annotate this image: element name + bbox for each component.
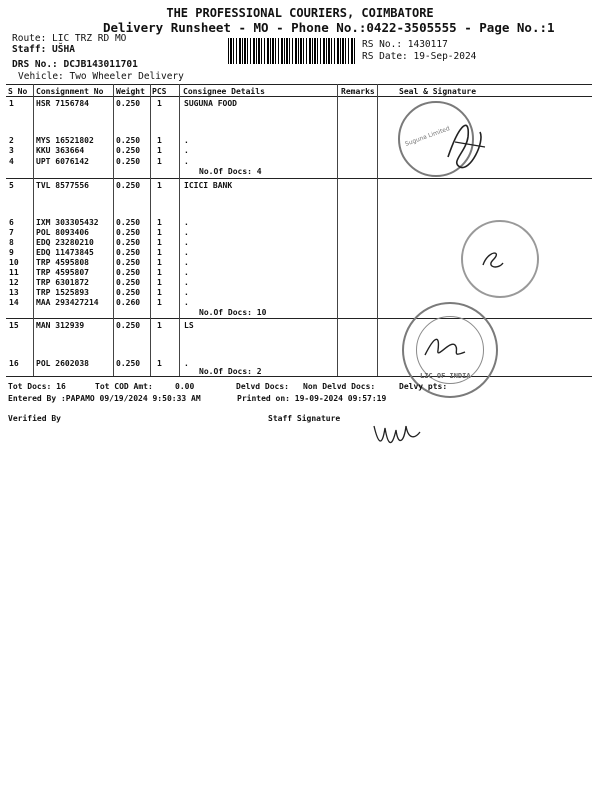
row-det: .	[184, 359, 189, 368]
row-cno: EDQ 11473845	[36, 248, 94, 257]
printed-on: Printed on: 19-09-2024 09:57:19	[237, 394, 387, 403]
row-pcs: 1	[157, 321, 162, 330]
row-pcs: 1	[157, 228, 162, 237]
row-pcs: 1	[157, 157, 162, 166]
row-sno: 1	[9, 99, 14, 108]
col-sno: S No	[8, 87, 28, 96]
row-sno: 8	[9, 238, 14, 247]
row-det: .	[184, 258, 189, 267]
row-pcs: 1	[157, 218, 162, 227]
col-consignee: Consignee Details	[183, 87, 265, 96]
row-sno: 5	[9, 181, 14, 190]
group1-doc-count: No.Of Docs: 4	[199, 167, 262, 176]
row-sno: 12	[9, 278, 19, 287]
row-sno: 2	[9, 136, 14, 145]
row-wt: 0.250	[116, 321, 141, 330]
row-cno: MAA 293427214	[36, 298, 99, 307]
total-cod-value: 0.00	[175, 382, 195, 391]
row-wt: 0.260	[116, 298, 141, 307]
row-cno: POL 8093406	[36, 228, 89, 237]
col-remarks: Remarks	[341, 87, 375, 96]
row-wt: 0.250	[116, 359, 141, 368]
lic-seal-text: LIC OF INDIA	[420, 372, 471, 380]
row-sno: 9	[9, 248, 14, 257]
col-consignment: Consignment No	[36, 87, 104, 96]
col-pcs: PCS	[152, 87, 167, 96]
row-sno: 3	[9, 146, 14, 155]
delivered-docs: Delvd Docs:	[236, 382, 289, 391]
row-wt: 0.250	[116, 288, 141, 297]
non-delivered-docs: Non Delvd Docs:	[303, 382, 376, 391]
row-cno: POL 2602038	[36, 359, 89, 368]
verified-by: Verified By	[8, 414, 61, 423]
row-wt: 0.250	[116, 99, 141, 108]
row-pcs: 1	[157, 136, 162, 145]
row-pcs: 1	[157, 258, 162, 267]
row-wt: 0.250	[116, 268, 141, 277]
total-cod-label: Tot COD Amt:	[95, 382, 153, 391]
row-cno: TRP 1525893	[36, 288, 89, 297]
delivery-points: Delvy pts:	[399, 382, 448, 391]
row-sno: 14	[9, 298, 19, 307]
col-seal-signature: Seal & Signature	[399, 87, 477, 96]
row-pcs: 1	[157, 278, 162, 287]
row-pcs: 1	[157, 146, 162, 155]
row-wt: 0.250	[116, 248, 141, 257]
staff-signature-icon	[370, 418, 425, 453]
row-cno: TVL 8577556	[36, 181, 89, 190]
rs-number: RS No.: 1430117	[362, 39, 448, 50]
row-det: .	[184, 288, 189, 297]
row-det: .	[184, 268, 189, 277]
entered-by: Entered By :PAPAMO 09/19/2024 9:50:33 AM	[8, 394, 201, 403]
row-cno: IXM 303305432	[36, 218, 99, 227]
row-cno: EDQ 23280210	[36, 238, 94, 247]
row-wt: 0.250	[116, 278, 141, 287]
company-name: THE PROFESSIONAL COURIERS, COIMBATORE	[166, 6, 434, 20]
row-wt: 0.250	[116, 258, 141, 267]
row-det: LS	[184, 321, 194, 330]
row-pcs: 1	[157, 99, 162, 108]
row-det: .	[184, 248, 189, 257]
row-wt: 0.250	[116, 157, 141, 166]
row-pcs: 1	[157, 181, 162, 190]
row-cno: TRP 6301872	[36, 278, 89, 287]
row-det: .	[184, 278, 189, 287]
row-det: ICICI BANK	[184, 181, 233, 190]
row-sno: 7	[9, 228, 14, 237]
row-sno: 11	[9, 268, 19, 277]
row-sno: 15	[9, 321, 19, 330]
row-sno: 13	[9, 288, 19, 297]
row-wt: 0.250	[116, 228, 141, 237]
row-det: .	[184, 146, 189, 155]
row-det: .	[184, 157, 189, 166]
row-pcs: 1	[157, 268, 162, 277]
row-det: .	[184, 228, 189, 237]
row-det: .	[184, 136, 189, 145]
row-pcs: 1	[157, 288, 162, 297]
seal-text: Suguna Limited	[404, 125, 451, 148]
row-det: .	[184, 218, 189, 227]
col-weight: Weight	[116, 87, 145, 96]
row-wt: 0.250	[116, 146, 141, 155]
row-wt: 0.250	[116, 136, 141, 145]
row-wt: 0.250	[116, 181, 141, 190]
row-pcs: 1	[157, 238, 162, 247]
row-det: SUGUNA FOOD	[184, 99, 237, 108]
row-pcs: 1	[157, 248, 162, 257]
row-cno: TRP 4595807	[36, 268, 89, 277]
row-wt: 0.250	[116, 238, 141, 247]
staff-label: Staff: UŠHA	[12, 44, 75, 55]
row-sno: 10	[9, 258, 19, 267]
row-cno: MYS 16521802	[36, 136, 94, 145]
barcode	[228, 38, 355, 64]
row-sno: 6	[9, 218, 14, 227]
lic-signature-icon	[420, 330, 470, 365]
row-wt: 0.250	[116, 218, 141, 227]
drs-number: DRS No.: DCJB143011701	[12, 59, 138, 70]
row-det: .	[184, 238, 189, 247]
route-label: Route: LIC TRZ RD MO	[12, 33, 127, 44]
row-pcs: 1	[157, 359, 162, 368]
rs-date: RS Date: 19-Sep-2024	[362, 51, 477, 62]
row-cno: UPT 6076142	[36, 157, 89, 166]
signature-icon	[440, 112, 490, 172]
row-sno: 16	[9, 359, 19, 368]
group2-doc-count: No.Of Docs: 10	[199, 308, 267, 317]
row-pcs: 1	[157, 298, 162, 307]
staff-signature-label: Staff Signature	[268, 414, 341, 423]
row-det: .	[184, 298, 189, 307]
bank-signature-icon	[478, 245, 508, 275]
row-cno: HSR 7156784	[36, 99, 89, 108]
runsheet-title: Delivery Runsheet - MO - Phone No.:0422-3505555 - Page No.:1	[103, 20, 555, 35]
row-cno: KKU 363664	[36, 146, 85, 155]
total-docs: Tot Docs: 16	[8, 382, 66, 391]
group3-doc-count: No.Of Docs: 2	[199, 367, 262, 376]
row-cno: TRP 4595808	[36, 258, 89, 267]
vehicle-label: Vehicle: Two Wheeler Delivery	[18, 71, 184, 82]
row-cno: MAN 312939	[36, 321, 85, 330]
row-sno: 4	[9, 157, 14, 166]
